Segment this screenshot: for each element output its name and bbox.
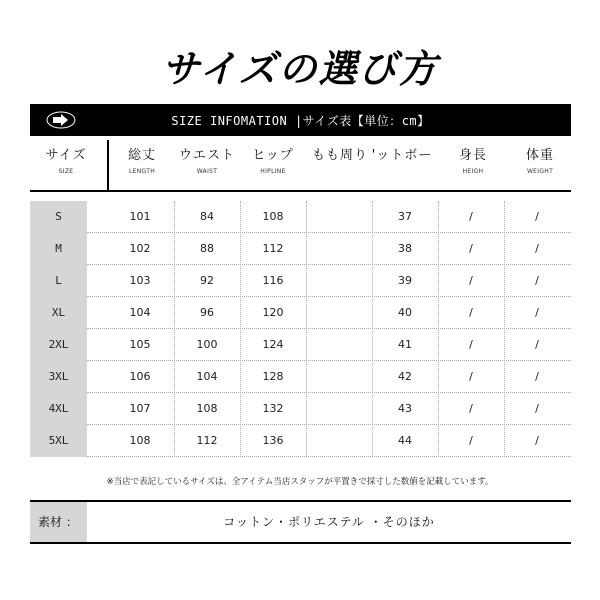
header-size: サイズ SIZE (45, 148, 87, 175)
cell-other: 43 (398, 402, 412, 415)
cell-weight: / (535, 274, 539, 287)
header-hip: ヒップ HIPLINE (252, 148, 294, 175)
cell-height: / (469, 338, 473, 351)
cell-length: 107 (129, 402, 151, 415)
table-row (30, 297, 571, 329)
table-row (30, 393, 571, 425)
cell-length: 105 (129, 338, 151, 351)
header-other: 'ットボー (371, 148, 433, 163)
header-weight: 体重 WEIGHT (525, 148, 554, 175)
cell-waist: 92 (200, 274, 214, 287)
cell-other: 42 (398, 370, 412, 383)
cell-length: 106 (129, 370, 151, 383)
cell-size: 5XL (48, 434, 69, 447)
cell-thigh (306, 233, 372, 265)
material-row (30, 500, 571, 544)
cell-other: 44 (398, 434, 412, 447)
cell-size: S (55, 210, 62, 223)
table-header (30, 140, 571, 192)
cell-length: 108 (129, 434, 151, 447)
measurement-note: ※当店で表記しているサイズは、全アイテム当店スタッフが平置きで採寸した数値を記載しています。 (106, 477, 494, 487)
cell-length: 104 (129, 306, 151, 319)
cell-weight: / (535, 210, 539, 223)
page-title: サイズの選び方 (161, 47, 439, 91)
cell-thigh (306, 361, 372, 393)
cell-size: 2XL (48, 338, 69, 351)
cell-size: 4XL (48, 402, 69, 415)
cell-thigh (306, 265, 372, 297)
material-value: コットン・ポリエステル ・そのほか (223, 515, 435, 529)
cell-thigh (306, 393, 372, 425)
size-info-banner (30, 104, 571, 136)
cell-length: 102 (129, 242, 151, 255)
cell-hip: 136 (262, 434, 284, 447)
header-waist: ウエスト WAIST (178, 148, 235, 175)
cell-height: / (469, 242, 473, 255)
cell-thigh (306, 425, 372, 457)
table-row (30, 425, 571, 457)
cell-other: 41 (398, 338, 412, 351)
cell-waist: 84 (200, 210, 214, 223)
cell-hip: 116 (262, 274, 284, 287)
cell-hip: 120 (262, 306, 284, 319)
cell-weight: / (535, 306, 539, 319)
header-height: 身長 HEIGH (458, 148, 487, 175)
cell-length: 101 (129, 210, 151, 223)
cell-size: L (55, 274, 62, 287)
cell-thigh (306, 329, 372, 361)
header-length: 総丈 LENGTH (127, 148, 156, 175)
cell-waist: 100 (196, 338, 218, 351)
cell-hip: 108 (262, 210, 284, 223)
banner-text: SIZE INFOMATION |サイズ表【単位：cm】 (171, 113, 430, 128)
cell-thigh (306, 201, 372, 233)
cell-size: 3XL (48, 370, 69, 383)
cell-hip: 124 (262, 338, 284, 351)
cell-waist: 96 (200, 306, 214, 319)
cell-waist: 104 (196, 370, 218, 383)
cell-thigh (306, 297, 372, 329)
cell-other: 40 (398, 306, 412, 319)
cell-height: / (469, 434, 473, 447)
cell-waist: 108 (196, 402, 218, 415)
cell-hip: 112 (262, 242, 284, 255)
cell-size: XL (51, 306, 66, 319)
cell-weight: / (535, 370, 539, 383)
cell-hip: 132 (262, 402, 284, 415)
cell-hip: 128 (262, 370, 284, 383)
material-label: 素材 ： (30, 502, 87, 542)
cell-size: M (55, 242, 62, 255)
row-divider (87, 456, 571, 457)
cell-other: 38 (398, 242, 412, 255)
cell-other: 39 (398, 274, 412, 287)
table-row (30, 201, 571, 233)
cell-waist: 112 (196, 434, 218, 447)
cell-other: 37 (398, 210, 412, 223)
table-row (30, 361, 571, 393)
cell-waist: 88 (200, 242, 214, 255)
cell-height: / (469, 306, 473, 319)
header-divider (107, 140, 109, 190)
cell-weight: / (535, 338, 539, 351)
cell-height: / (469, 274, 473, 287)
table-row (30, 233, 571, 265)
cell-height: / (469, 402, 473, 415)
cell-height: / (469, 210, 473, 223)
cell-weight: / (535, 242, 539, 255)
cell-weight: / (535, 434, 539, 447)
table-row (30, 265, 571, 297)
cell-weight: / (535, 402, 539, 415)
cell-length: 103 (129, 274, 151, 287)
cell-height: / (469, 370, 473, 383)
header-thigh: もも周り (311, 148, 368, 163)
table-row (30, 329, 571, 361)
